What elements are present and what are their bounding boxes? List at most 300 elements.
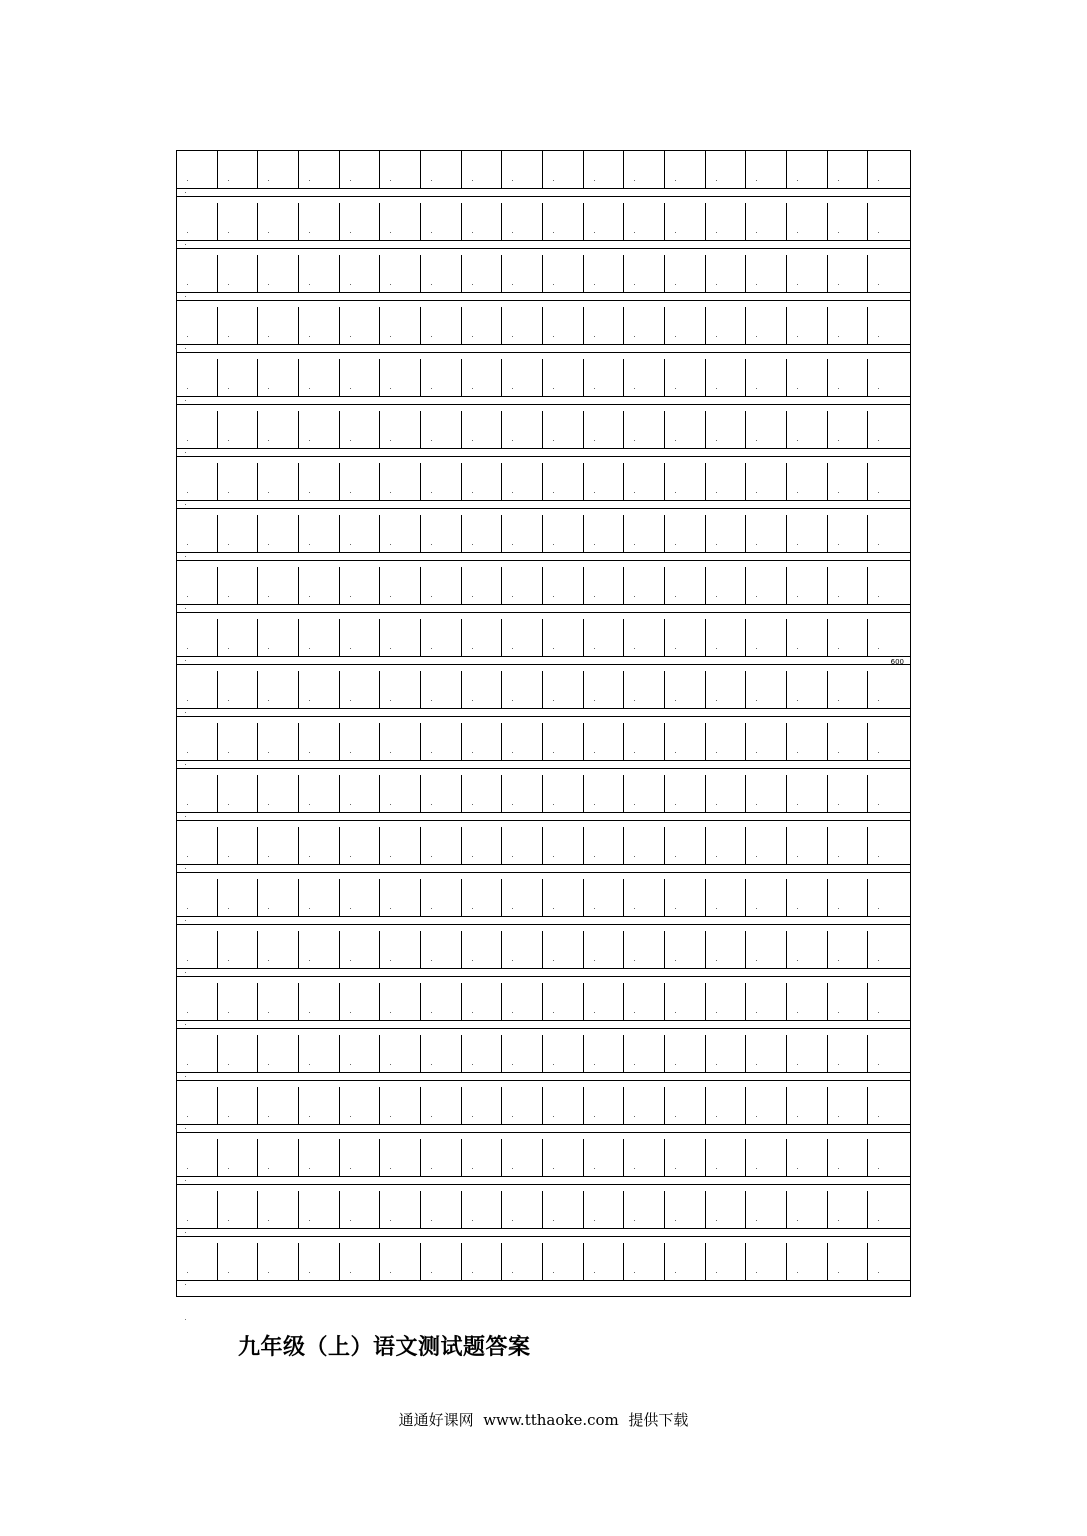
grid-row	[177, 879, 910, 931]
gap-dot	[185, 348, 186, 349]
grid-cell	[584, 879, 625, 917]
cell-dot	[878, 856, 879, 857]
cell-dot	[309, 752, 310, 753]
grid-cell	[299, 775, 340, 813]
grid-cell	[340, 931, 381, 969]
cell-dot	[309, 1168, 310, 1169]
grid-cell	[584, 983, 625, 1021]
grid-cell	[868, 463, 909, 501]
grid-cell	[258, 1087, 299, 1125]
cell-dot	[716, 388, 717, 389]
row-gap-line	[177, 560, 910, 561]
gap-dot	[185, 556, 186, 557]
cell-dot	[431, 1272, 432, 1273]
cell-dot	[472, 856, 473, 857]
gap-dot	[185, 296, 186, 297]
grid-cell	[177, 411, 218, 449]
cell-dot	[756, 1272, 757, 1273]
grid-cell	[177, 359, 218, 397]
grid-cell	[299, 255, 340, 293]
cell-dot	[472, 908, 473, 909]
grid-cell	[665, 983, 706, 1021]
cell-dot	[634, 1272, 635, 1273]
cell-dot	[797, 596, 798, 597]
grid-cell	[868, 203, 909, 241]
grid-cell	[258, 307, 299, 345]
cell-dot	[553, 908, 554, 909]
cell-dot	[512, 336, 513, 337]
grid-cell	[706, 1139, 747, 1177]
cell-dot	[594, 180, 595, 181]
grid-cell	[462, 983, 503, 1021]
grid-cell	[828, 983, 869, 1021]
cell-dot	[675, 596, 676, 597]
grid-cell	[706, 307, 747, 345]
grid-cell	[665, 515, 706, 553]
grid-cell	[218, 1243, 259, 1281]
row-gap-line	[177, 352, 910, 353]
grid-cell	[706, 1243, 747, 1281]
cell-band	[177, 775, 910, 813]
grid-cell	[828, 1191, 869, 1229]
grid-cell	[624, 1087, 665, 1125]
cell-dot	[187, 1012, 188, 1013]
grid-cell	[868, 151, 909, 189]
cell-dot	[350, 596, 351, 597]
grid-cell	[340, 671, 381, 709]
cell-dot	[716, 232, 717, 233]
cell-dot	[797, 908, 798, 909]
cell-dot	[675, 648, 676, 649]
cell-dot	[431, 440, 432, 441]
grid-cell	[299, 671, 340, 709]
cell-dot	[228, 1168, 229, 1169]
grid-cell	[787, 307, 828, 345]
grid-cell	[787, 255, 828, 293]
cell-dot	[228, 856, 229, 857]
cell-dot	[675, 1168, 676, 1169]
grid-cell	[868, 827, 909, 865]
footer-credit: 通通好课网 www.tthaoke.com 提供下载	[398, 1411, 689, 1429]
cell-dot	[553, 544, 554, 545]
grid-cell	[340, 463, 381, 501]
grid-cell	[787, 359, 828, 397]
grid-cell	[665, 151, 706, 189]
cell-dot	[187, 544, 188, 545]
cell-dot	[228, 1220, 229, 1221]
cell-dot	[268, 336, 269, 337]
cell-dot	[350, 284, 351, 285]
cell-dot	[756, 700, 757, 701]
grid-cell	[787, 827, 828, 865]
grid-cell	[543, 1035, 584, 1073]
grid-cell	[462, 723, 503, 761]
grid-cell	[665, 1243, 706, 1281]
cell-dot	[634, 1220, 635, 1221]
cell-dot	[756, 492, 757, 493]
grid-cell	[746, 255, 787, 293]
grid-cell	[340, 307, 381, 345]
grid-row	[177, 1035, 910, 1087]
cell-dot	[309, 440, 310, 441]
cell-dot	[512, 752, 513, 753]
row-gap-line	[177, 508, 910, 509]
cell-dot	[553, 752, 554, 753]
grid-cell	[624, 359, 665, 397]
grid-cell	[218, 1191, 259, 1229]
cell-dot	[634, 700, 635, 701]
cell-dot	[228, 1064, 229, 1065]
grid-cell	[299, 567, 340, 605]
gap-dot	[185, 868, 186, 869]
cell-dot	[878, 700, 879, 701]
cell-dot	[268, 856, 269, 857]
cell-dot	[797, 1116, 798, 1117]
cell-dot	[878, 908, 879, 909]
cell-dot	[268, 752, 269, 753]
grid-row	[177, 983, 910, 1035]
cell-dot	[838, 1012, 839, 1013]
cell-dot	[187, 960, 188, 961]
grid-cell	[218, 775, 259, 813]
cell-dot	[268, 180, 269, 181]
grid-cell	[258, 151, 299, 189]
grid-cell	[380, 255, 421, 293]
grid-cell	[706, 463, 747, 501]
grid-cell	[746, 463, 787, 501]
grid-cell	[380, 567, 421, 605]
grid-cell	[584, 307, 625, 345]
grid-cell	[299, 879, 340, 917]
grid-cell	[828, 1087, 869, 1125]
grid-cell	[340, 151, 381, 189]
grid-cell	[218, 619, 259, 657]
grid-cell	[787, 411, 828, 449]
grid-cell	[462, 1035, 503, 1073]
cell-dot	[309, 700, 310, 701]
grid-cell	[380, 359, 421, 397]
answers-heading: 九年级（上）语文测试题答案	[238, 1335, 531, 1360]
cell-dot	[472, 596, 473, 597]
grid-cell	[543, 151, 584, 189]
cell-dot	[350, 180, 351, 181]
cell-dot	[797, 960, 798, 961]
grid-cell	[462, 827, 503, 865]
cell-band	[177, 671, 910, 709]
cell-dot	[350, 232, 351, 233]
cell-dot	[675, 1012, 676, 1013]
grid-cell	[665, 1035, 706, 1073]
cell-dot	[187, 492, 188, 493]
cell-dot	[390, 908, 391, 909]
grid-cell	[340, 619, 381, 657]
cell-dot	[553, 492, 554, 493]
grid-cell	[258, 1243, 299, 1281]
grid-cell	[462, 931, 503, 969]
cell-dot	[472, 648, 473, 649]
grid-cell	[380, 151, 421, 189]
cell-dot	[187, 1116, 188, 1117]
grid-row	[177, 307, 910, 359]
cell-dot	[634, 908, 635, 909]
grid-cell	[462, 619, 503, 657]
cell-dot	[838, 804, 839, 805]
cell-dot	[838, 544, 839, 545]
grid-cell	[258, 203, 299, 241]
grid-cell	[868, 515, 909, 553]
cell-dot	[472, 388, 473, 389]
cell-dot	[756, 856, 757, 857]
grid-cell	[706, 671, 747, 709]
cell-dot	[797, 1272, 798, 1273]
grid-cell	[543, 671, 584, 709]
gap-dot	[185, 1180, 186, 1181]
grid-cell	[584, 1087, 625, 1125]
grid-cell	[380, 307, 421, 345]
grid-cell	[828, 151, 869, 189]
cell-dot	[716, 440, 717, 441]
grid-cell	[177, 775, 218, 813]
grid-cell	[828, 255, 869, 293]
grid-cell	[828, 723, 869, 761]
grid-cell	[299, 1035, 340, 1073]
cell-dot	[716, 544, 717, 545]
cell-dot	[553, 388, 554, 389]
grid-cell	[543, 879, 584, 917]
grid-cell	[502, 619, 543, 657]
cell-band	[177, 1139, 910, 1177]
grid-cell	[218, 203, 259, 241]
cell-dot	[350, 492, 351, 493]
cell-dot	[228, 440, 229, 441]
cell-dot	[187, 856, 188, 857]
grid-row	[177, 1243, 910, 1295]
grid-cell	[258, 411, 299, 449]
cell-dot	[675, 700, 676, 701]
grid-cell	[502, 827, 543, 865]
cell-dot	[228, 336, 229, 337]
grid-cell	[665, 775, 706, 813]
grid-cell	[787, 775, 828, 813]
gap-dot	[185, 504, 186, 505]
cell-dot	[431, 960, 432, 961]
grid-cell	[746, 983, 787, 1021]
grid-cell	[706, 411, 747, 449]
cell-band	[177, 567, 910, 605]
grid-row	[177, 1087, 910, 1139]
grid-cell	[828, 411, 869, 449]
cell-dot	[594, 388, 595, 389]
cell-dot	[878, 596, 879, 597]
cell-band	[177, 723, 910, 761]
cell-dot	[431, 804, 432, 805]
cell-dot	[594, 284, 595, 285]
cell-dot	[350, 960, 351, 961]
grid-cell	[299, 151, 340, 189]
grid-cell	[706, 827, 747, 865]
grid-cell	[502, 931, 543, 969]
gap-dot	[185, 712, 186, 713]
grid-cell	[340, 203, 381, 241]
cell-dot	[187, 284, 188, 285]
cell-dot	[268, 232, 269, 233]
grid-cell	[421, 1191, 462, 1229]
grid-cell	[868, 619, 909, 657]
cell-dot	[228, 1116, 229, 1117]
cell-dot	[553, 284, 554, 285]
cell-dot	[228, 1272, 229, 1273]
grid-cell	[543, 775, 584, 813]
cell-dot	[553, 1064, 554, 1065]
grid-cell	[380, 619, 421, 657]
cell-dot	[228, 960, 229, 961]
grid-cell	[787, 931, 828, 969]
grid-cell	[828, 931, 869, 969]
cell-dot	[431, 648, 432, 649]
grid-cell	[828, 359, 869, 397]
grid-cell	[218, 723, 259, 761]
cell-dot	[797, 1012, 798, 1013]
cell-dot	[390, 596, 391, 597]
grid-cell	[584, 1035, 625, 1073]
grid-cell	[868, 1243, 909, 1281]
row-gap-line	[177, 768, 910, 769]
grid-cell	[746, 1191, 787, 1229]
row-gap-line	[177, 456, 910, 457]
grid-cell	[462, 463, 503, 501]
grid-cell	[665, 1139, 706, 1177]
grid-cell	[380, 1087, 421, 1125]
cell-dot	[797, 1064, 798, 1065]
cell-dot	[756, 960, 757, 961]
cell-dot	[553, 1272, 554, 1273]
cell-dot	[675, 856, 676, 857]
grid-cell	[421, 411, 462, 449]
cell-dot	[594, 1220, 595, 1221]
grid-cell	[258, 775, 299, 813]
grid-row	[177, 411, 910, 463]
cell-dot	[634, 232, 635, 233]
grid-cell	[380, 671, 421, 709]
grid-cell	[868, 359, 909, 397]
cell-dot	[187, 908, 188, 909]
grid-cell	[868, 671, 909, 709]
cell-dot	[716, 492, 717, 493]
cell-dot	[553, 804, 554, 805]
cell-dot	[797, 752, 798, 753]
cell-dot	[472, 180, 473, 181]
grid-cell	[340, 1139, 381, 1177]
grid-cell	[746, 1243, 787, 1281]
grid-cell	[787, 203, 828, 241]
grid-cell	[258, 567, 299, 605]
grid-cell	[299, 723, 340, 761]
grid-cell	[746, 411, 787, 449]
cell-dot	[268, 804, 269, 805]
cell-dot	[228, 804, 229, 805]
cell-dot	[634, 388, 635, 389]
grid-cell	[177, 619, 218, 657]
cell-dot	[675, 1220, 676, 1221]
cell-dot	[309, 180, 310, 181]
cell-dot	[187, 700, 188, 701]
grid-cell	[380, 775, 421, 813]
cell-dot	[594, 1064, 595, 1065]
gap-dot	[185, 400, 186, 401]
grid-cell	[787, 151, 828, 189]
cell-dot	[634, 180, 635, 181]
grid-cell	[502, 515, 543, 553]
grid-cell	[340, 411, 381, 449]
grid-cell	[543, 411, 584, 449]
cell-dot	[228, 492, 229, 493]
cell-dot	[390, 648, 391, 649]
cell-dot	[431, 284, 432, 285]
grid-cell	[340, 1243, 381, 1281]
cell-dot	[838, 440, 839, 441]
grid-cell	[380, 515, 421, 553]
cell-dot	[268, 1272, 269, 1273]
cell-dot	[838, 232, 839, 233]
grid-cell	[584, 463, 625, 501]
grid-cell	[177, 567, 218, 605]
grid-cell	[299, 203, 340, 241]
grid-cell	[706, 567, 747, 605]
cell-dot	[268, 284, 269, 285]
cell-dot	[187, 1220, 188, 1221]
grid-cell	[502, 723, 543, 761]
grid-cell	[624, 255, 665, 293]
cell-band	[177, 1191, 910, 1229]
grid-cell	[340, 775, 381, 813]
cell-dot	[756, 908, 757, 909]
grid-cell	[380, 931, 421, 969]
cell-dot	[268, 648, 269, 649]
cell-dot	[838, 1168, 839, 1169]
cell-dot	[838, 960, 839, 961]
grid-cell	[584, 203, 625, 241]
grid-cell	[177, 983, 218, 1021]
cell-dot	[675, 284, 676, 285]
cell-dot	[228, 284, 229, 285]
grid-cell	[543, 203, 584, 241]
cell-band	[177, 203, 910, 241]
cell-dot	[350, 1064, 351, 1065]
grid-cell	[502, 1139, 543, 1177]
grid-cell	[828, 775, 869, 813]
cell-dot	[350, 752, 351, 753]
grid-cell	[421, 463, 462, 501]
cell-dot	[390, 180, 391, 181]
grid-cell	[340, 359, 381, 397]
cell-dot	[472, 1168, 473, 1169]
cell-dot	[268, 388, 269, 389]
cell-dot	[553, 700, 554, 701]
grid-cell	[177, 463, 218, 501]
cell-dot	[756, 180, 757, 181]
cell-dot	[512, 1064, 513, 1065]
grid-cell	[746, 151, 787, 189]
cell-dot	[675, 960, 676, 961]
grid-cell	[177, 1243, 218, 1281]
cell-band	[177, 255, 910, 293]
grid-cell	[624, 775, 665, 813]
grid-cell	[218, 359, 259, 397]
grid-cell	[380, 1243, 421, 1281]
cell-dot	[431, 700, 432, 701]
gap-dot	[185, 1232, 186, 1233]
cell-dot	[187, 232, 188, 233]
